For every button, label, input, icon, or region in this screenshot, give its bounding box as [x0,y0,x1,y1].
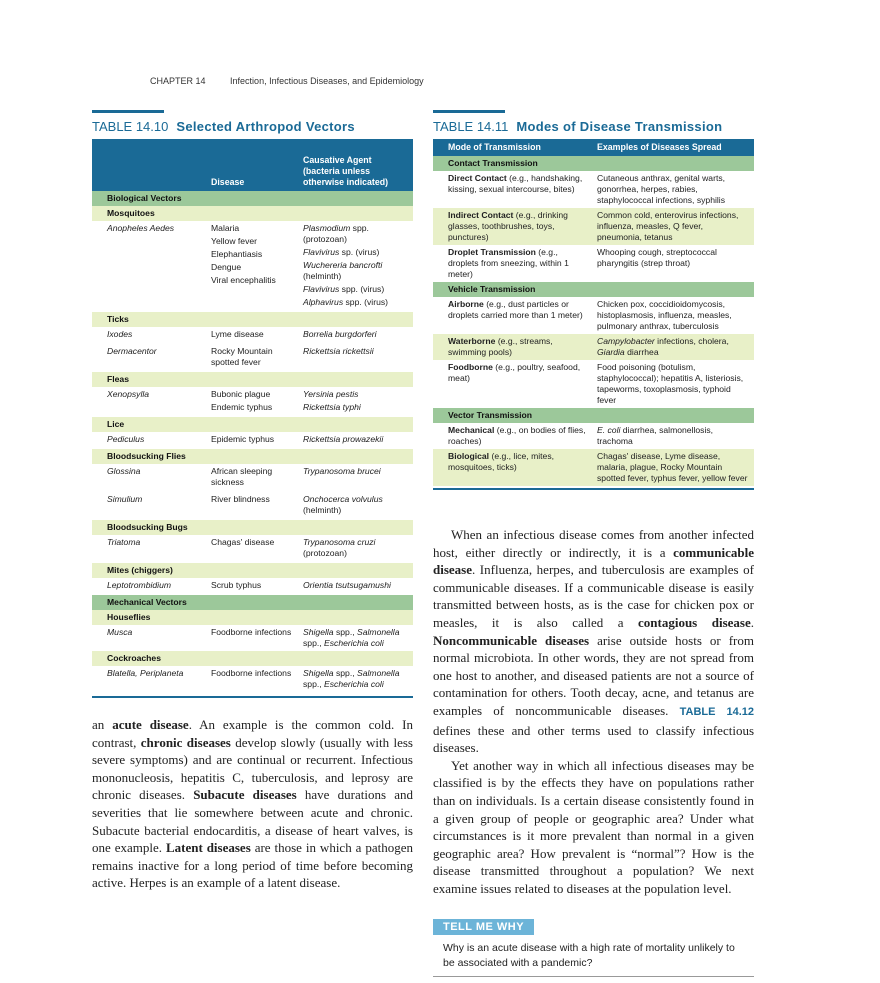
example-text: Food poisoning (botulism, staphylococcal); hepatitis A, listeriosis, tapeworms, toxoplasmosis, typhoid fever [597,362,744,405]
agent-cell [299,492,413,520]
examples-cell [593,171,754,208]
tell-me-why-label: TELL ME WHY [433,919,534,935]
table-row [433,171,754,208]
table-row [92,666,413,692]
agent [303,223,409,245]
disease-cell [207,221,299,312]
example-text: diarrhea, salmonellosis, trachoma [597,425,714,446]
key-term: acute disease [112,717,189,732]
text: arise outside hosts or from normal microbiota. In other words, they are not spread from one host to another, and diseased patients are not a source of contamination for others. Tooth decay, acne, and tetanus are examples of noncommunicable diseases. [433,632,754,718]
row-label: Biological Vectors [92,191,413,206]
agent [303,284,409,295]
subgroup-row [92,312,413,327]
agent [303,247,409,258]
example-text: Common cold, enterovirus infections, influenza, measles, Q fever, pneumonia, tetanus [597,210,739,242]
row-label: Fleas [92,372,413,387]
agent [303,537,409,559]
subgroup-row [92,449,413,464]
table-row [92,578,413,595]
agent-note: spp. (virus) [339,284,385,294]
agent-note: spp. (virus) [343,297,389,307]
agent-genus: Yersinia pestis [303,389,359,399]
group-row [92,595,413,610]
key-term: Noncommunicable diseases [433,632,590,648]
vector-name: Dermacentor [107,346,157,356]
agent-genus: Salmonella [356,668,400,678]
examples-cell [593,360,754,408]
agent-cell [299,387,413,417]
table-reference: TABLE 14.12 [679,705,754,718]
agent-genus: Plasmodium [303,223,351,233]
mode-cell [433,208,593,245]
row-label: Contact Transmission [433,156,754,171]
agent-cell [299,666,413,692]
agent-genus: Flavivirus [303,284,340,294]
mode-name: Waterborne [448,336,496,346]
right-column [433,110,754,977]
mode-name: Direct Contact [448,173,507,183]
table-row [433,334,754,360]
example-text: Campylobacter [597,336,655,346]
chapter-title: Infection, Infectious Diseases, and Epidemiology [230,76,424,86]
mode-cell [433,360,593,408]
disease: Yellow fever [211,236,258,246]
chapter-label: CHAPTER 14 [150,76,206,86]
mode-detail: (e.g., handshaking, kissing, sexual intercourse, bites) [448,173,583,194]
tell-me-why-question: Why is an acute disease with a high rate of mortality unlikely to be associated with a pandemic? [443,942,735,970]
table-row [92,432,413,449]
group-row [433,156,754,171]
table-bottom-rule [92,696,413,698]
text: . [750,614,754,630]
agent-cell [299,344,413,372]
mode-cell [433,334,593,360]
examples-cell [593,297,754,334]
table-arthropod-vectors [92,110,413,698]
subgroup-row [92,417,413,432]
group-row [433,282,754,297]
vector-name: Anopheles Aedes [107,223,175,233]
agent-cell [299,327,413,344]
agent-genus: Trypanosoma cruzi [303,537,376,547]
agent-note: spp. (protozoan) [303,223,369,244]
agent-note: spp., [303,638,325,648]
vector-name: Glossina [107,466,141,476]
table-title [92,119,413,139]
agent-genus: Shigella [303,668,334,678]
agent-cell [299,578,413,595]
text: . An example is the common cold. In contrast, [92,717,413,750]
row-label: Cockroaches [92,651,413,666]
table-row [92,327,413,344]
table-name: Modes of Disease Transmission [516,119,723,134]
vector-name: Blatella, Periplaneta [107,668,184,678]
agent-genus: Salmonella [356,627,400,637]
agent [324,679,384,689]
table-row [433,245,754,282]
agent-genus: Escherichia coli [324,638,384,648]
mode-detail: (e.g., poultry, seafood, meat) [448,362,581,383]
mode-name: Mechanical [448,425,495,435]
agent-genus: Escherichia coli [324,679,384,689]
running-header [150,76,446,86]
paragraph [433,757,754,898]
example-text: Cutaneous anthrax, genital warts, gonorrhea, herpes, rabies, staphylococcal infections, syphilis [597,173,726,205]
disease: Malaria [211,223,240,233]
mode-cell [433,171,593,208]
agent [303,329,409,340]
agent-genus: Borrelia burgdorferi [303,329,377,339]
text: develop slowly (usually with less severe symptoms) and are continual or recurrent. Infectious mononucleosis, hepatitis C, tuberculosis, and leprosy are chronic diseases. [92,734,413,803]
agent-genus: Shigella [303,627,334,637]
subgroup-row [92,563,413,578]
key-term: chronic diseases [140,734,231,750]
text: an [92,717,113,732]
agent-note: spp., [303,679,325,689]
agent-genus: Alphavirus [303,297,344,307]
row-label: Bloodsucking Bugs [92,520,413,535]
disease: Epidemic typhus [211,434,275,444]
agent [303,580,409,591]
table-title [433,119,754,139]
vector-name: Musca [107,627,133,637]
paragraph [92,716,413,892]
table-number: TABLE 14.10 [92,119,169,134]
table-row [433,297,754,334]
agent-cell [299,464,413,492]
mode-detail: (e.g., dust particles or droplets carried more than 1 meter) [448,299,583,320]
row-label: Ticks [92,312,413,327]
disease: Dengue [211,262,242,272]
subgroup-row [92,610,413,625]
agent-note: (helminth) [303,505,342,515]
mode-name: Biological [448,451,490,461]
agent [303,297,409,308]
text: have durations and severities that lie somewhere between acute and chronic. Subacute bacterial endocarditis, a disease of heart valves, is one example. [92,787,413,856]
table-row [433,208,754,245]
row-label: Mechanical Vectors [92,595,413,610]
agent-genus: Rickettsia prowazekii [303,434,384,444]
agent-note: sp. (virus) [339,247,380,257]
subgroup-row [92,372,413,387]
divider [433,976,754,977]
examples-cell [593,245,754,282]
table-row [92,221,413,312]
disease-cell [207,432,299,449]
col-mode: Mode of Transmission [433,139,593,156]
disease-cell [207,578,299,595]
example-text: Chicken pox, coccidioidomycosis, histoplasmosis, influenza, measles, pulmonary anthrax, tuberculosis [597,299,732,331]
agent-cell [299,535,413,563]
agent-cell [299,221,413,312]
vector-name: Xenopsylla [107,389,150,399]
disease-cell [207,535,299,563]
agent-cell [299,625,413,651]
agent-note: (helminth) [303,271,342,281]
disease-cell [207,464,299,492]
mode-name: Airborne [448,299,484,309]
example-text: Chagas' disease, Lyme disease, malaria, plague, Rocky Mountain spotted fever, typhus fever, yellow fever [597,451,748,483]
row-label: Houseflies [92,610,413,625]
row-label: Bloodsucking Flies [92,449,413,464]
table-number: TABLE 14.11 [433,119,509,134]
agent-genus: Flavivirus [303,247,340,257]
disease: Chagas' disease [211,537,275,547]
mode-detail: (e.g., on bodies of flies, roaches) [448,425,586,446]
agent-cell [299,432,413,449]
example-text: E. coli [597,425,621,435]
table-row [92,344,413,372]
left-column [92,110,413,892]
text: . Influenza, herpes, and tuberculosis are examples of communicable diseases. If a communicable disease is easily transmitted between hosts, as is the case for chicken pox or measles, it is also called a [433,562,754,630]
agent [303,494,409,516]
title-rule [92,110,164,113]
mode-name: Indirect Contact [448,210,514,220]
disease-cell [207,666,299,692]
agent [324,638,384,648]
col-agent: Causative Agent (bacteria unless otherwise indicated) [299,139,413,191]
table-row [92,387,413,417]
agent-note: spp., [333,627,357,637]
agent-genus: Rickettsia rickettsii [303,346,374,356]
col-vector [92,139,207,191]
disease: River blindness [211,494,270,504]
table-bottom-rule [433,488,754,490]
mode-detail: (e.g., lice, mites, mosquitoes, ticks) [448,451,555,472]
row-label: Mosquitoes [92,206,413,221]
col-disease: Disease [207,139,299,191]
table-row [92,492,413,520]
mode-detail: (e.g., drinking glasses, toothbrushes, toys, punctures) [448,210,568,242]
disease-cell [207,625,299,651]
agent [303,389,409,400]
row-label: Vehicle Transmission [433,282,754,297]
table-row [433,360,754,408]
table-row [92,625,413,651]
examples-cell [593,449,754,486]
mode-detail: (e.g., droplets from sneezing, within 1 meter) [448,247,569,279]
text: defines these and other terms used to classify infectious diseases. [433,722,754,756]
text: When an infectious disease comes from another infected host, either directly or indirectly, it is a [433,527,754,560]
mode-cell [433,245,593,282]
agent [303,260,409,282]
title-rule [433,110,505,113]
mode-cell [433,297,593,334]
paragraph [433,526,754,757]
subgroup-row [92,206,413,221]
group-row [433,408,754,423]
examples-cell [593,423,754,449]
mode-detail: (e.g., streams, swimming pools) [448,336,553,357]
example-text: diarrhea [624,347,659,357]
subgroup-row [92,651,413,666]
mode-cell [433,449,593,486]
col-examples: Examples of Diseases Spread [593,139,754,156]
agent [303,434,409,445]
vector-name: Pediculus [107,434,145,444]
mode-name: Foodborne [448,362,493,372]
agent [303,466,409,477]
agent-note: spp., [333,668,357,678]
disease-cell [207,387,299,417]
examples-cell [593,334,754,360]
example-text: infections, cholera, [654,336,729,346]
left-body-text [92,716,413,892]
vector-name: Ixodes [107,329,133,339]
agent-genus: Orientia tsutsugamushi [303,580,391,590]
disease-cell [207,327,299,344]
disease-cell [207,492,299,520]
disease: Elephantiasis [211,249,263,259]
text: are those in which a pathogen remains inactive for a long period of time before becoming active. Herpes is an example of a latent disease. [92,840,413,891]
disease: Bubonic plague [211,389,271,399]
disease: Lyme disease [211,329,264,339]
row-label: Vector Transmission [433,408,754,423]
table-name: Selected Arthropod Vectors [176,119,355,134]
right-body-text [433,526,754,897]
disease-cell [207,344,299,372]
group-row [92,191,413,206]
key-term: Latent diseases [165,840,251,856]
vector-name: Simulium [107,494,143,504]
agent-genus: Rickettsia typhi [303,402,361,412]
example-text: Giardia [597,347,625,357]
table-row [433,423,754,449]
table-row [92,535,413,563]
agent-genus: Trypanosoma brucei [303,466,381,476]
key-term: Subacute diseases [193,787,297,803]
row-label: Lice [92,417,413,432]
subgroup-row [92,520,413,535]
agent-genus: Onchocerca volvulus [303,494,383,504]
vector-name: Triatoma [107,537,141,547]
key-term: communicable disease [433,544,754,578]
examples-cell [593,208,754,245]
disease: Foodborne infections [211,627,292,637]
agent [303,627,357,637]
agent [303,402,409,413]
vector-name: Leptotrombidium [107,580,172,590]
row-label: Mites (chiggers) [92,563,413,578]
table-row [433,449,754,486]
agent [303,668,357,678]
agent-genus: Wuchereria bancrofti [303,260,383,270]
tell-me-why-box [433,917,754,977]
mode-name: Droplet Transmission [448,247,536,257]
disease: Scrub typhus [211,580,262,590]
disease: Rocky Mountain spotted fever [211,346,273,367]
agent [303,346,409,357]
text: Yet another way in which all infectious diseases may be classified is by the effects they have on populations rather than on individuals. Is a certain disease consistently found in a given group of people or geographic area? Under what circumstances is it more prevalent than normal in a given geographic area? How prevalent is “normal”? How is the disease transmitted throughout a population? We next examine issues related to diseases at the population level. [433,757,754,896]
key-term: contagious disease [638,614,751,630]
disease: African sleeping sickness [211,466,273,487]
example-text: Whooping cough, streptococcal pharyngitis (strep throat) [597,247,717,268]
table-row [92,464,413,492]
disease: Viral encephalitis [211,275,276,285]
disease: Endemic typhus [211,402,273,412]
mode-cell [433,423,593,449]
agent-note: (protozoan) [303,548,347,558]
disease: Foodborne infections [211,668,292,678]
table-transmission-modes [433,110,754,490]
